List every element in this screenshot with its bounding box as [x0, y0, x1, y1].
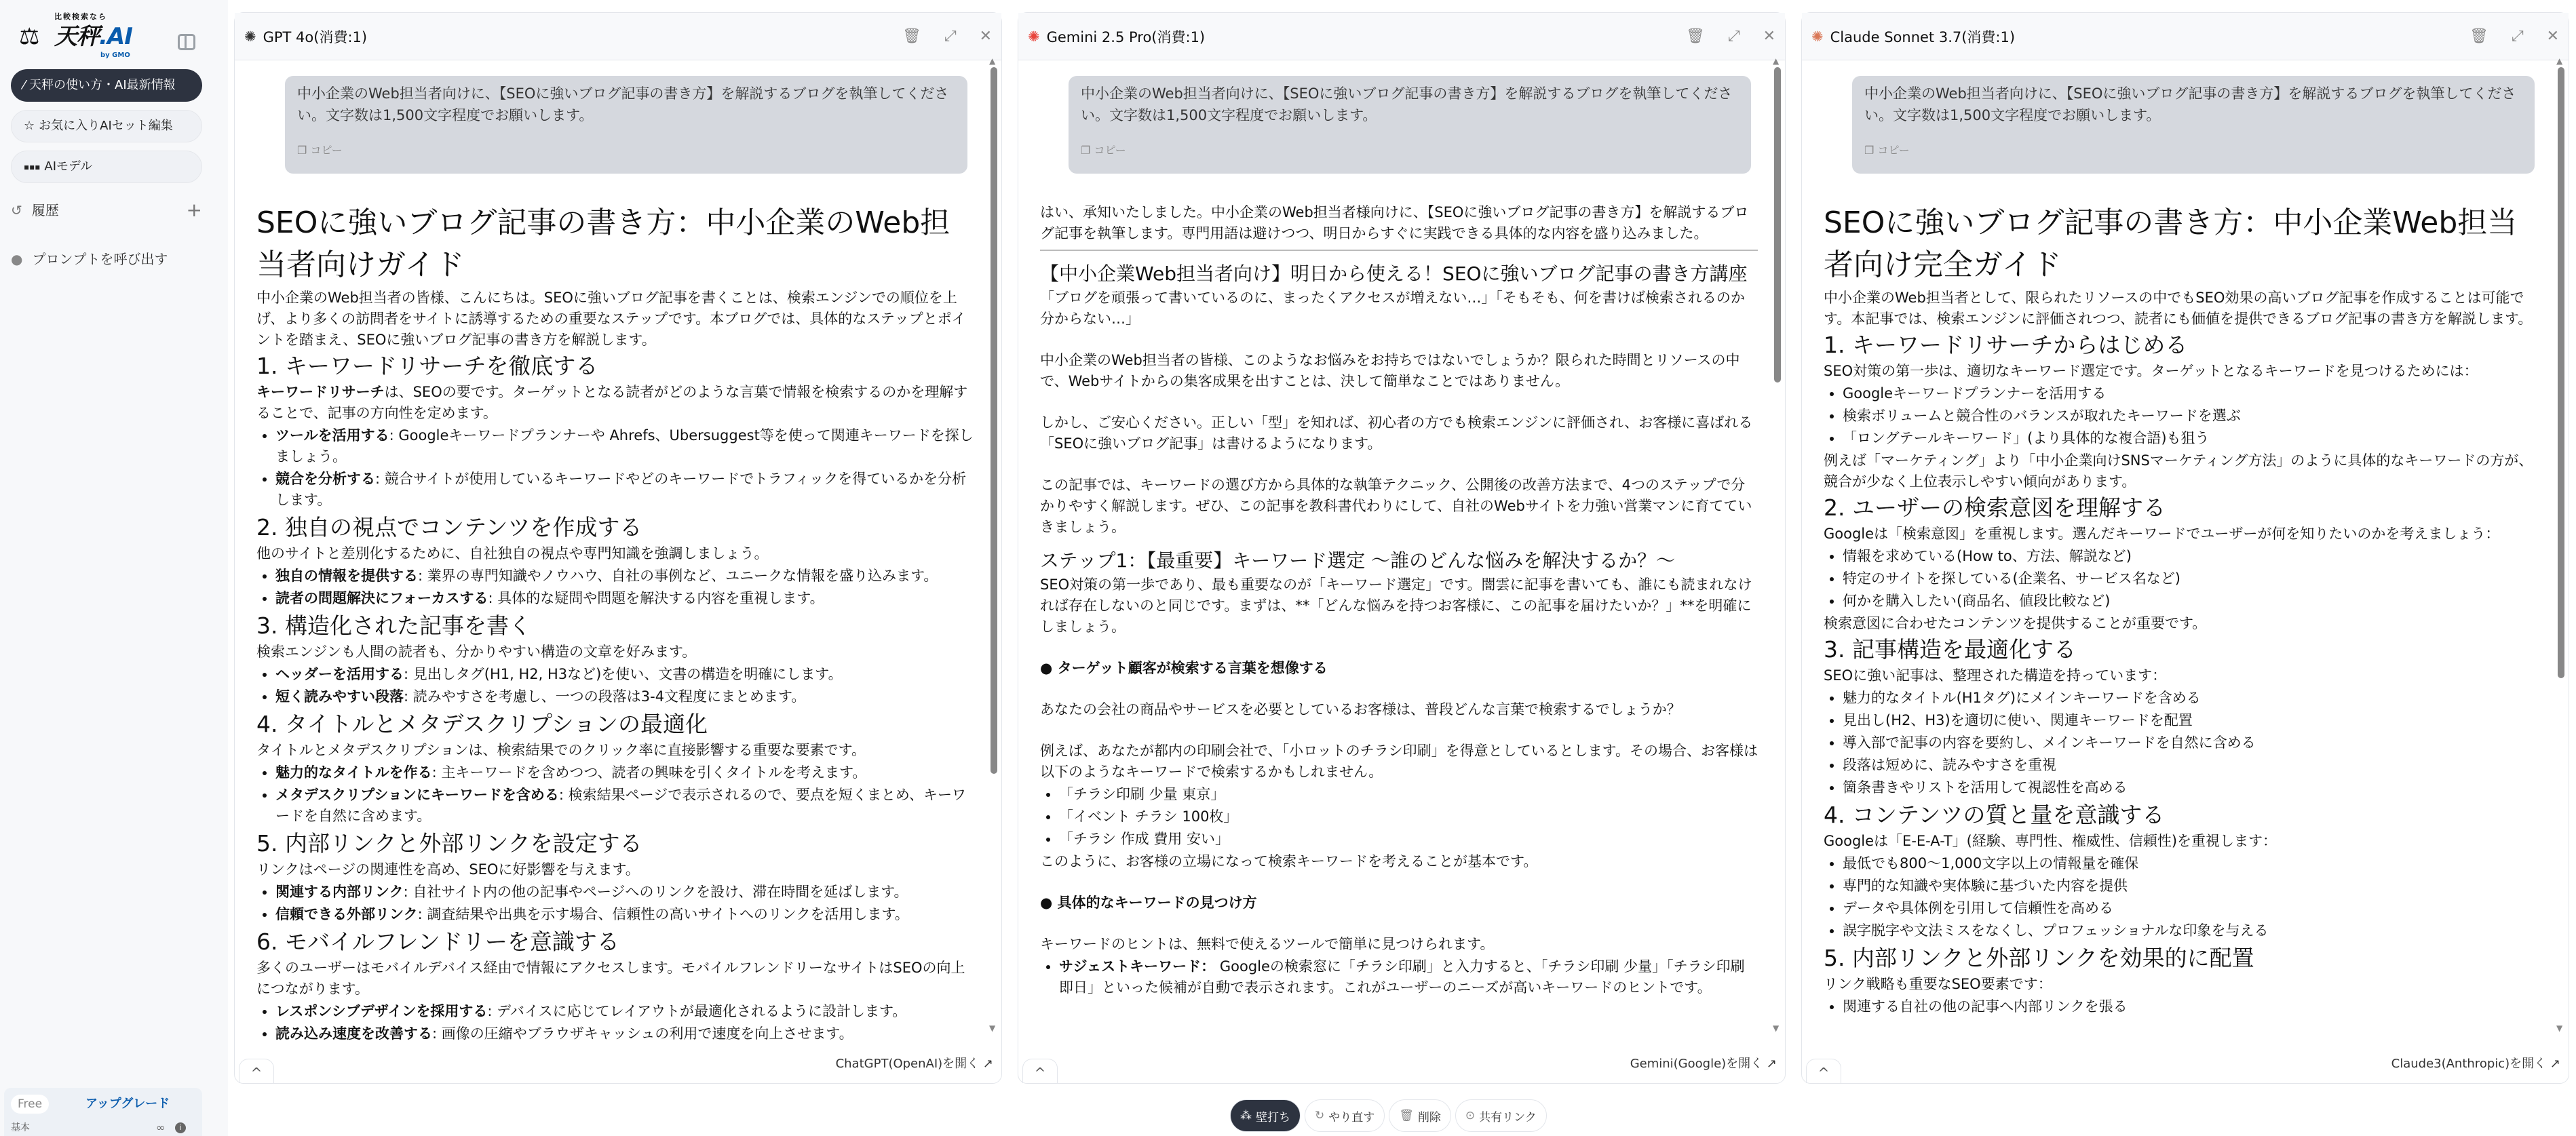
list-item-bold: サジェストキーワード： [1059, 958, 1216, 975]
text: しかし、ご安心ください。正しい「型」を知れば、初心者の方でも検索エンジンに評価され、お客様に喜ばれる「SEOに強いブログ記事」は書けるようになります。 [1040, 414, 1753, 452]
scrollbar[interactable] [2556, 56, 2564, 1033]
panel-controls [1686, 28, 1775, 45]
list-item [1843, 383, 2541, 404]
list-item-bold: 信頼できる外部リンク [275, 906, 418, 922]
copy-button[interactable] [1864, 140, 2522, 161]
paragraph [256, 543, 974, 564]
list-item-bold: 競合を分析する [275, 471, 375, 487]
list-item-bold: 魅力的なタイトルを作る [275, 764, 432, 781]
paragraph [1824, 831, 2541, 852]
text: 例えば、あなたが都内の印刷会社で、「小ロットのチラシ印刷」を得意としているとします。その場合、お客様は以下のようなキーワードで検索するかもしれません。 [1040, 743, 1758, 780]
paragraph [1824, 524, 2541, 545]
list-item-text: : 具体的な疑問や問題を解決する内容を重視します。 [488, 590, 824, 606]
list-item [1843, 710, 2541, 731]
paragraph-bold: キーワードリサーチ [256, 384, 385, 400]
bullet-list [1059, 784, 1758, 850]
user-prompt-text: 中小企業のWeb担当者向けに、【SEOに強いブログ記事の書き方】を解説するブログを執筆してください。文字数は1,500文字程度でお願いします。 [1081, 85, 1733, 123]
list-item [1843, 688, 2541, 709]
scroll-up-icon[interactable]: ▲ [1773, 56, 1780, 66]
star-icon: ☆ [24, 119, 35, 133]
list-item-text: 「チラシ 作成 費用 安い」 [1059, 831, 1230, 847]
user-prompt-bubble [1852, 76, 2535, 174]
copy-icon: ❐ [1081, 144, 1094, 157]
expand-icon[interactable]: ⤢ [1727, 28, 1740, 45]
list-item-text: 関連する自社の他の記事へ内部リンクを張る [1843, 998, 2128, 1015]
panel-title: Claude Sonnet 3.7(消費:1) [1830, 28, 2016, 45]
list-item [1843, 876, 2541, 897]
text: ステップ1：【最重要】キーワード選定 ～誰のどんな悩みを解決するか？～ [1040, 549, 1676, 572]
heading [1824, 492, 2541, 524]
list-item [1843, 546, 2541, 567]
list-item [1843, 568, 2541, 589]
favorites-button[interactable] [11, 110, 202, 142]
text: 2. 独自の視点でコンテンツを作成する [256, 514, 642, 541]
list-item [275, 566, 974, 587]
trash-icon: 🗑 [1399, 1109, 1414, 1122]
list-item-text: : 自社サイト内の他の記事やページへのリンクを設け、滞在時間を延ばします。 [403, 884, 908, 900]
list-item-text: 箇条書きやリストを活用して視認性を高める [1843, 779, 2128, 796]
text: このように、お客様の立場になって検索キーワードを考えることが基本です。 [1040, 853, 1538, 869]
list-item-text: : 読みやすさを考慮し、一つの段落は3-4文程度にまとめます。 [404, 688, 806, 705]
scroll-down-icon[interactable]: ▼ [2556, 1023, 2563, 1033]
copy-label: コピー [310, 144, 343, 157]
close-icon[interactable]: ✕ [1763, 28, 1775, 45]
list-item-text: 「チラシ印刷 少量 東京」 [1059, 786, 1225, 802]
text: 多くのユーザーはモバイルデバイス経由で情報にアクセスします。モバイルフレンドリーなサイトはSEOの向上につながります。 [256, 960, 965, 997]
bullet-list [275, 425, 974, 511]
bullet-list [1843, 383, 2541, 449]
trash-icon[interactable]: 🗑 [902, 28, 921, 45]
open-provider-link[interactable] [836, 1056, 993, 1072]
scale-icon: ⚖ [19, 23, 40, 50]
heading [1824, 202, 2541, 286]
add-history-icon[interactable]: + [186, 199, 202, 221]
user-prompt-text: 中小企業のWeb担当者向けに、【SEOに強いブログ記事の書き方】を解説するブログを執筆してください。文字数は1,500文字程度でお願いします。 [1864, 85, 2516, 123]
list-item-text: : 画像の圧縮やブラウザキャッシュの利用で速度を向上させます。 [432, 1025, 853, 1042]
text: この記事では、キーワードの選び方から具体的な執筆テクニック、公開後の改善方法まで、4つのステップで分かりやすく解説します。ぜひ、この記事を教科書代わりにして、自社のWebサイトを力強い営業マンに育てていきましょう。 [1040, 477, 1752, 535]
upgrade-link[interactable]: アップグレード [85, 1097, 170, 1111]
scrollbar-thumb[interactable] [991, 67, 997, 774]
list-item-text: 誤字脱字や文法ミスをなくし、プロフェッショナルな印象を与える [1843, 922, 2269, 939]
heading [256, 512, 974, 543]
bullet-list [1843, 688, 2541, 798]
user-prompt-bubble [285, 76, 967, 174]
logo-by: by GMO [100, 52, 130, 59]
collapse-button[interactable]: ^ [239, 1059, 274, 1083]
text: 4. コンテンツの質と量を意識する [1824, 802, 2165, 828]
list-item [1843, 428, 2541, 449]
panel-header [235, 13, 1001, 60]
paragraph [1040, 350, 1758, 392]
scroll-down-icon[interactable]: ▼ [1773, 1023, 1780, 1033]
model-panel [1801, 12, 2569, 1084]
favorites-button-label: お気に入りAIセット編集 [39, 119, 173, 133]
heading [1824, 330, 2541, 361]
list-item [1843, 755, 2541, 776]
paragraph [1040, 934, 1758, 955]
paragraph [1040, 412, 1758, 454]
list-item [1059, 806, 1758, 827]
paragraph [1824, 288, 2541, 330]
close-icon[interactable]: ✕ [2546, 28, 2559, 45]
paragraph [1824, 361, 2541, 382]
list-item [275, 762, 974, 783]
heading [1824, 800, 2541, 831]
scrollbar[interactable] [1773, 56, 1781, 1033]
trash-icon[interactable]: 🗑 [2469, 28, 2488, 45]
text: Googleは「E-E-A-T」(経験、専門性、権威性、信頼性)を重視します： [1824, 833, 2277, 849]
list-item [275, 588, 974, 609]
divider [1040, 250, 1758, 251]
expand-icon[interactable]: ⤢ [944, 28, 957, 45]
list-item-text: 導入部で記事の内容を要約し、メインキーワードを自然に含める [1843, 735, 2256, 751]
bullet-list [1843, 853, 2541, 941]
bullet-list [1843, 996, 2541, 1017]
open-provider-label: Gemini(Google)を開く [1630, 1057, 1763, 1071]
list-item [1843, 777, 2541, 798]
list-item-text: Googleの検索窓に「チラシ印刷」と入力すると、「チラシ印刷 少量」「チラシ印刷 即日」といった候補が自動で表示されます。これがユーザーのニーズが高いキーワードのヒントです。 [1059, 958, 1745, 996]
plan-box [4, 1088, 202, 1136]
list-item-bold: ヘッダーを活用する [275, 666, 404, 682]
copy-icon: ❐ [297, 144, 311, 157]
list-item [1843, 920, 2541, 941]
text: はい、承知いたしました。中小企業のWeb担当者様向けに、【SEOに強いブログ記事の書き方】を解説するブログ記事を執筆します。専門用語は避けつつ、明日からすぐに実践できる具体的な内容を盛り込みました。 [1040, 204, 1749, 241]
panel-footer [1802, 1029, 2569, 1083]
text: 中小企業のWeb担当者として、限られたリソースの中でもSEO効果の高いブログ記事を作成することは可能です。本記事では、検索エンジンに評価されつつ、読者にも価値を提供できるブログ記事の書き方を解説します。 [1824, 290, 2533, 327]
scroll-down-icon[interactable]: ▼ [989, 1023, 996, 1033]
sidebar-toggle-icon[interactable] [178, 34, 195, 50]
bullet-list [1843, 546, 2541, 612]
text: 「ブログを頑張って書いているのに、まったくアクセスが増えない…」「そもそも、何を書けば検索されるのか分からない…」 [1040, 290, 1745, 327]
scroll-up-icon[interactable]: ▲ [2556, 56, 2563, 66]
bullet-list [1059, 956, 1758, 998]
expand-icon[interactable]: ⤢ [2511, 28, 2524, 45]
news-button[interactable] [11, 69, 202, 102]
paragraph [1824, 974, 2541, 995]
paragraph [1824, 450, 2541, 492]
panel-title: Gemini 2.5 Pro(消費:1) [1046, 28, 1206, 45]
action-bar [1230, 1099, 1547, 1132]
paragraph [1040, 893, 1758, 914]
text: 2. ユーザーの検索意図を理解する [1824, 494, 2166, 521]
logo-tagline: 比較検索なら [54, 12, 107, 21]
response-article [1040, 202, 1758, 998]
sparkle-icon: ⁂ [1240, 1109, 1252, 1122]
text: 検索意図に合わせたコンテンツを提供することが重要です。 [1824, 615, 2207, 631]
text: ● ターゲット顧客が検索する言葉を想像する [1040, 660, 1328, 676]
list-item-text: 情報を求めている(How to、方法、解説など) [1843, 548, 2132, 564]
lightbulb-icon: ● [11, 251, 23, 267]
news-button-label: 天秤の使い方・AI最新情報 [29, 78, 176, 92]
logo[interactable] [19, 12, 168, 62]
scroll-up-icon[interactable]: ▲ [989, 56, 996, 66]
text: SEO対策の第一歩であり、最も重要なのが「キーワード選定」です。闇雲に記事を書いても、誰にも読まれなければ存在しないのと同じです。まずは、**「どんな悩みを持つお客様に、この記事を届けたいか？」**を明確にしましょう。 [1040, 576, 1752, 635]
list-item [275, 664, 974, 685]
list-item-text: 何かを購入したい(商品名、値段比較など) [1843, 593, 2111, 609]
copy-button[interactable] [1081, 140, 1739, 161]
list-item-text: 「ロングテールキーワード」(より具体的な複合語)も狙う [1843, 430, 2210, 446]
list-item-text: 魅力的なタイトル(H1タグ)にメインキーワードを含める [1843, 690, 2201, 706]
model-panel [234, 12, 1002, 1084]
external-link-icon: ↗ [979, 1057, 993, 1071]
copy-label: コピー [1877, 144, 1910, 157]
logo-name: 天秤 [54, 23, 99, 50]
list-item [1059, 829, 1758, 850]
scrollbar[interactable] [989, 56, 997, 1033]
paragraph [1040, 699, 1758, 720]
ai-models-button-label: AIモデル [44, 159, 93, 174]
heading [1824, 943, 2541, 974]
basic-value: ∞ [156, 1121, 166, 1134]
history-label: 履歴 [31, 202, 59, 218]
text: SEOに強いブログ記事の書き方：中小企業Web担当者向け完全ガイド [1824, 205, 2518, 282]
heading [256, 351, 974, 382]
text: は、SEOの要です。ターゲットとなる読者がどのような言葉で情報を検索するのかを理解することで、記事の方向性を定めます。 [256, 384, 968, 421]
text: ● 具体的なキーワードの見つけ方 [1040, 895, 1257, 911]
list-item [1843, 898, 2541, 919]
list-item-text: 最低でも800～1,000文字以上の情報量を確保 [1843, 855, 2139, 871]
panel-footer [235, 1029, 1001, 1083]
list-item [275, 882, 974, 903]
text: SEO対策の第一歩は、適切なキーワード選定です。ターゲットとなるキーワードを見つけるためには： [1824, 363, 2478, 379]
text: キーワードのヒントは、無料で使えるツールで簡単に見つけられます。 [1040, 936, 1495, 952]
response-article [1824, 202, 2541, 1017]
list-item [275, 1001, 974, 1022]
paragraph [256, 382, 974, 424]
list-item-text: : デバイスに応じてレイアウトが最適化されるように設計します。 [487, 1003, 907, 1019]
prompt-library-label: プロンプトを呼び出す [32, 251, 168, 267]
model-icon: ✺ [1028, 28, 1040, 45]
list-item-text: データや具体例を引用して信頼性を高める [1843, 900, 2113, 916]
collapse-button[interactable]: ^ [1022, 1059, 1058, 1083]
history-icon: ↺ [11, 202, 22, 218]
paragraph [1040, 475, 1758, 538]
paragraph [256, 642, 974, 663]
list-item-bold: 短く読みやすい段落 [275, 688, 404, 705]
list-item-text: : 業界の専門知識やノウハウ、自社の事例など、ユニークな情報を盛り込みます。 [418, 568, 938, 584]
wall-label: 壁打ち [1256, 1110, 1290, 1124]
list-item [275, 469, 974, 511]
text: 中小企業のWeb担当者の皆様、こんにちは。SEOに強いブログ記事を書くことは、検索エンジンでの順位を上げ、より多くの訪問者をサイトに誘導するための重要なステップです。本ブログでは、具体的なステップとポイントを踏まえ、SEOに強いブログ記事の書き方を解説します。 [256, 290, 966, 348]
list-item-text: 専門的な知識や実体験に基づいた内容を提供 [1843, 878, 2128, 894]
logo-suffix: .AI [99, 23, 132, 50]
grid-icon: ▪▪▪ [24, 162, 41, 172]
list-item-text: Googleキーワードプランナーを活用する [1843, 385, 2107, 401]
list-item-bold: 関連する内部リンク [275, 884, 404, 900]
user-prompt-text: 中小企業のWeb担当者向けに、【SEOに強いブログ記事の書き方】を解説するブログを執筆してください。文字数は1,500文字程度でお願いします。 [297, 85, 949, 123]
scrollbar-thumb[interactable] [2558, 67, 2564, 678]
list-item-bold: 読み込み速度を改善する [275, 1025, 432, 1042]
paragraph [256, 288, 974, 351]
sidebar [0, 0, 228, 1136]
list-item [1843, 591, 2541, 612]
text: 5. 内部リンクと外部リンクを効果的に配置 [1824, 945, 2254, 971]
list-item [1843, 732, 2541, 753]
paragraph [1824, 665, 2541, 686]
list-item-text: : Googleキーワードプランナーや Ahrefs、Ubersuggest等を使って関連キーワードを探しましょう。 [275, 427, 974, 465]
list-item-text: : 見出しタグ(H1, H2, H3など)を使い、文書の構造を明確にします。 [404, 666, 843, 682]
panel-header [1018, 13, 1785, 60]
bullet-list [275, 762, 974, 827]
text: あなたの会社の商品やサービスを必要としているお客様は、普段どんな言葉で検索するでしょうか？ [1040, 701, 1681, 718]
panel-body [235, 61, 1001, 1042]
text: 中小企業のWeb担当者の皆様、このようなお悩みをお持ちではないでしょうか？限られた時間とリソースの中で、Webサイトからの集客成果を出すことは、決して簡単なことではありません。 [1040, 352, 1740, 389]
text: Googleは「検索意図」を重視します。選んだキーワードでユーザーが何を知りたいのかを考えましょう： [1824, 526, 2500, 542]
list-item [275, 904, 974, 925]
paragraph [1040, 288, 1758, 330]
paragraph [1040, 741, 1758, 783]
heading [1040, 260, 1758, 288]
list-item-text: : 調査結果や出典を示す場合、信頼性の高いサイトへのリンクを活用します。 [417, 906, 909, 922]
list-item-text: : 検索結果ページで表示されるので、要点を短くまとめ、キーワードを自然に含めます。 [275, 787, 966, 824]
response-article [256, 202, 974, 1044]
copy-button[interactable] [297, 140, 955, 161]
delete-label: 削除 [1417, 1110, 1441, 1124]
panel-header [1802, 13, 2569, 60]
text: SEOに強いブログ記事の書き方：中小企業のWeb担当者向けガイド [256, 205, 950, 282]
text: 1. キーワードリサーチからはじめる [1824, 332, 2188, 358]
wall-button[interactable] [1230, 1099, 1301, 1132]
list-item-text: 段落は短めに、読みやすさを重視 [1843, 757, 2056, 773]
delete-button[interactable] [1389, 1099, 1451, 1132]
list-item-text: 特定のサイトを探している(企業名、サービス名など) [1843, 570, 2180, 587]
external-link-icon: ↗ [1763, 1057, 1777, 1071]
open-provider-link[interactable] [2391, 1056, 2560, 1072]
panel-title: GPT 4o(消費:1) [263, 28, 368, 45]
list-item [1843, 853, 2541, 874]
list-item-text: 検索ボリュームと競合性のバランスが取れたキーワードを選ぶ [1843, 408, 2241, 424]
text: SEOに強い記事は、整理された構造を持っています： [1824, 667, 2167, 684]
list-item [1843, 996, 2541, 1017]
paragraph [1040, 851, 1758, 872]
paragraph [256, 740, 974, 761]
redo-label: やり直す [1328, 1110, 1375, 1124]
list-item-text: 見出し(H2、H3)を適切に使い、関連キーワードを配置 [1843, 712, 2193, 728]
text: 3. 記事構造を最適化する [1824, 636, 2076, 663]
list-item [275, 686, 974, 707]
text: 4. タイトルとメタデスクリプションの最適化 [256, 711, 708, 737]
list-item [1059, 784, 1758, 805]
panel-controls [2469, 28, 2559, 45]
link-icon: ⊙ [1465, 1109, 1476, 1122]
list-item-text: : 競合サイトが使用しているキーワードやどのキーワードでトラフィックを得ているかを分析します。 [275, 471, 967, 508]
heading [256, 828, 974, 859]
basic-label: 基本 [11, 1122, 30, 1133]
text: 3. 構造化された記事を書く [256, 612, 531, 639]
list-item [1059, 956, 1758, 998]
open-provider-label: Claude3(Anthropic)を開く [2391, 1057, 2547, 1071]
paragraph [256, 958, 974, 1000]
external-link-icon: ↗ [2546, 1057, 2560, 1071]
share-link-button[interactable] [1455, 1099, 1547, 1132]
history-section[interactable] [11, 201, 202, 220]
bullet-list [275, 882, 974, 925]
bullet-list [275, 664, 974, 707]
panel-body [1018, 61, 1785, 1029]
text: 1. キーワードリサーチを徹底する [256, 353, 598, 379]
heading [1824, 634, 2541, 665]
list-item-bold: 独自の情報を提供する [275, 568, 418, 584]
text: タイトルとメタデスクリプションは、検索結果でのクリック率に直接影響する重要な要素です。 [256, 742, 866, 758]
heading [1040, 547, 1758, 574]
text: 6. モバイルフレンドリーを意識する [256, 928, 619, 955]
prompt-library-button[interactable] [11, 250, 202, 269]
collapse-button[interactable]: ^ [1806, 1059, 1841, 1083]
list-item-bold: メタデスクリプションにキーワードを含める [275, 787, 559, 803]
redo-icon: ↻ [1315, 1109, 1325, 1122]
paragraph [256, 859, 974, 880]
paragraph [1040, 202, 1758, 244]
text: 他のサイトと差別化するために、自社独自の視点や専門知識を強調しましょう。 [256, 545, 769, 562]
trash-icon[interactable]: 🗑 [1686, 28, 1705, 45]
list-item-text: 「イベント チラシ 100枚」 [1059, 808, 1238, 825]
text: 【中小企業Web担当者向け】明日から使える！SEOに強いブログ記事の書き方講座 [1040, 262, 1748, 285]
heading [256, 709, 974, 740]
model-icon: ✺ [244, 28, 256, 45]
list-item-bold: ツールを活用する [275, 427, 389, 444]
open-provider-label: ChatGPT(OpenAI)を開く [835, 1057, 980, 1071]
paragraph [1040, 658, 1758, 679]
list-item-bold: レスポンシブデザインを採用する [275, 1003, 488, 1019]
heading [256, 926, 974, 958]
list-item-text: : 主キーワードを含めつつ、読者の興味を引くタイトルを考えます。 [431, 764, 867, 781]
paragraph [1824, 613, 2541, 634]
text: リンク戦略も重要なSEO要素です： [1824, 976, 2052, 992]
open-provider-link[interactable] [1630, 1056, 1777, 1072]
close-icon[interactable]: ✕ [979, 28, 992, 45]
copy-icon: ❐ [1864, 144, 1878, 157]
info-icon[interactable]: i [175, 1122, 186, 1133]
ai-models-button[interactable] [11, 151, 202, 183]
text: 例えば「マーケティング」より「中小企業向けSNSマーケティング方法」のように具体的なキーワードの方が、競合が少なく上位表示しやすい傾向があります。 [1824, 452, 2533, 490]
text: 検索エンジンも人間の読者も、分かりやすい構造の文章を好みます。 [256, 644, 697, 660]
scrollbar-thumb[interactable] [1774, 67, 1781, 383]
list-item-bold: 読者の問題解決にフォーカスする [275, 590, 488, 606]
panel-controls [902, 28, 992, 45]
panel-footer [1018, 1029, 1785, 1083]
text: リンクはページの関連性を高め、SEOに好影響を与えます。 [256, 861, 640, 878]
logo-text [54, 24, 132, 50]
magic-wand-icon: ⁄ [23, 78, 26, 92]
panel-body [1802, 61, 2569, 1029]
list-item [1843, 406, 2541, 427]
redo-button[interactable] [1305, 1099, 1385, 1132]
user-prompt-bubble [1069, 76, 1751, 174]
list-item [275, 425, 974, 467]
copy-label: コピー [1094, 144, 1126, 157]
model-panel [1018, 12, 1786, 1084]
model-icon: ✺ [1811, 28, 1824, 45]
bullet-list [275, 566, 974, 609]
plan-badge: Free [11, 1095, 49, 1114]
share-label: 共有リンク [1479, 1110, 1537, 1124]
heading [256, 202, 974, 286]
paragraph [1040, 574, 1758, 638]
heading [256, 610, 974, 642]
text: 5. 内部リンクと外部リンクを設定する [256, 830, 642, 857]
list-item [275, 785, 974, 827]
